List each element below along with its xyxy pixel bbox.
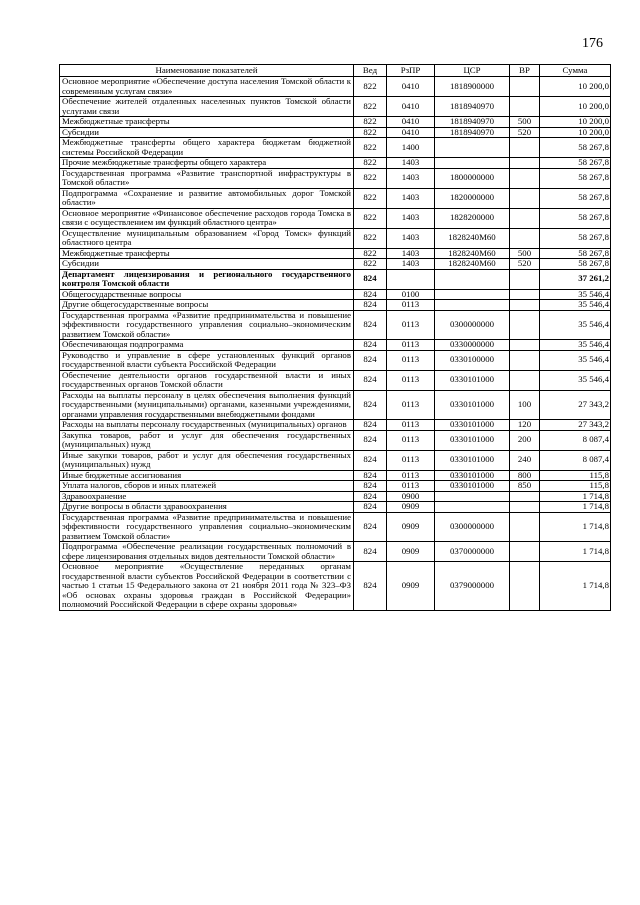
cell-vr [510, 208, 540, 228]
cell-ved: 824 [354, 420, 387, 431]
cell-sum: 8 087,4 [540, 450, 611, 470]
table-row [60, 350, 611, 370]
header-sum: Сумма [540, 65, 611, 77]
cell-rzpr: 0113 [387, 481, 435, 492]
cell-vr [510, 370, 540, 390]
cell-name: Расходы на выплаты персоналу государственных (муниципальных) органов [60, 420, 354, 431]
cell-vr: 500 [510, 117, 540, 128]
table-row [60, 390, 611, 420]
cell-name: Основное мероприятие «Обеспечение доступа населения Томской области к современным услугам связи» [60, 77, 354, 97]
cell-rzpr: 0113 [387, 300, 435, 311]
cell-sum: 58 267,8 [540, 208, 611, 228]
table-row [60, 248, 611, 259]
cell-csr: 0330101000 [435, 370, 510, 390]
cell-vr [510, 350, 540, 370]
cell-sum: 58 267,8 [540, 138, 611, 158]
cell-rzpr: 0113 [387, 350, 435, 370]
cell-vr [510, 300, 540, 311]
cell-sum: 35 546,4 [540, 370, 611, 390]
cell-name: Уплата налогов, сборов и иных платежей [60, 481, 354, 492]
cell-vr [510, 77, 540, 97]
cell-csr [435, 158, 510, 169]
cell-csr: 0330101000 [435, 390, 510, 420]
table-row [60, 481, 611, 492]
cell-sum: 37 261,2 [540, 269, 611, 289]
cell-vr: 240 [510, 450, 540, 470]
cell-csr: 1818900000 [435, 77, 510, 97]
cell-sum: 1 714,8 [540, 512, 611, 542]
cell-name: Подпрограмма «Сохранение и развитие автомобильных дорог Томской области» [60, 188, 354, 208]
cell-name: Другие общегосударственные вопросы [60, 300, 354, 311]
table-row [60, 97, 611, 117]
cell-rzpr: 0410 [387, 127, 435, 138]
cell-ved: 824 [354, 491, 387, 502]
cell-rzpr: 0113 [387, 470, 435, 481]
table-row [60, 127, 611, 138]
cell-vr: 520 [510, 127, 540, 138]
cell-name: Департамент лицензирования и регионального государственного контроля Томской области [60, 269, 354, 289]
cell-name: Основное мероприятие «Финансовое обеспечение расходов города Томска в связи с осуществлением им функций областного центра» [60, 208, 354, 228]
cell-sum: 1 714,8 [540, 562, 611, 611]
cell-rzpr [387, 269, 435, 289]
cell-name: Закупка товаров, работ и услуг для обеспечения государственных (муниципальных) нужд [60, 430, 354, 450]
cell-ved: 822 [354, 228, 387, 248]
cell-name: Иные бюджетные ассигнования [60, 470, 354, 481]
cell-name: Обеспечение деятельности органов государственной власти и иных государственных органов Томской области [60, 370, 354, 390]
cell-vr: 850 [510, 481, 540, 492]
cell-sum: 58 267,8 [540, 158, 611, 169]
cell-vr [510, 512, 540, 542]
cell-sum: 58 267,8 [540, 259, 611, 270]
cell-ved: 824 [354, 502, 387, 513]
cell-sum: 58 267,8 [540, 248, 611, 259]
cell-vr [510, 269, 540, 289]
cell-csr: 0330101000 [435, 470, 510, 481]
cell-sum: 10 200,0 [540, 77, 611, 97]
cell-rzpr: 1403 [387, 228, 435, 248]
cell-csr: 0330100000 [435, 350, 510, 370]
cell-rzpr: 0113 [387, 370, 435, 390]
cell-name: Расходы на выплаты персоналу в целях обеспечения выполнения функций государственными (муниципальными) органами, казенными учреждениями, органами управления государственными внебюджетными фондами [60, 390, 354, 420]
cell-rzpr: 0909 [387, 562, 435, 611]
header-name: Наименование показателей [60, 65, 354, 77]
cell-csr [435, 502, 510, 513]
cell-rzpr: 1403 [387, 259, 435, 270]
table-row [60, 138, 611, 158]
cell-ved: 824 [354, 390, 387, 420]
cell-ved: 822 [354, 158, 387, 169]
table-row [60, 117, 611, 128]
cell-ved: 824 [354, 269, 387, 289]
cell-ved: 822 [354, 259, 387, 270]
cell-ved: 824 [354, 481, 387, 492]
cell-ved: 822 [354, 127, 387, 138]
table-row [60, 188, 611, 208]
cell-vr [510, 138, 540, 158]
cell-vr [510, 228, 540, 248]
cell-name: Общегосударственные вопросы [60, 289, 354, 300]
cell-csr: 0330101000 [435, 481, 510, 492]
table-row [60, 562, 611, 611]
cell-name: Межбюджетные трансферты [60, 117, 354, 128]
cell-csr: 1800000000 [435, 168, 510, 188]
cell-csr: 1828200000 [435, 208, 510, 228]
cell-vr [510, 340, 540, 351]
cell-ved: 822 [354, 97, 387, 117]
cell-csr: 1818940970 [435, 127, 510, 138]
cell-vr: 120 [510, 420, 540, 431]
cell-ved: 824 [354, 289, 387, 300]
cell-csr [435, 289, 510, 300]
budget-table [59, 64, 611, 611]
table-row [60, 300, 611, 311]
table-row [60, 168, 611, 188]
table-row [60, 370, 611, 390]
cell-name: Государственная программа «Развитие транспортной инфраструктуры в Томской области» [60, 168, 354, 188]
header-csr: ЦСР [435, 65, 510, 77]
cell-sum: 10 200,0 [540, 117, 611, 128]
cell-csr: 1828240М60 [435, 248, 510, 259]
table-row [60, 430, 611, 450]
cell-vr: 200 [510, 430, 540, 450]
cell-rzpr: 0113 [387, 390, 435, 420]
cell-sum: 1 714,8 [540, 502, 611, 513]
cell-vr [510, 491, 540, 502]
cell-name: Субсидии [60, 259, 354, 270]
cell-name: Межбюджетные трансферты общего характера бюджетам бюджетной системы Российской Федерации [60, 138, 354, 158]
cell-ved: 822 [354, 248, 387, 259]
table-row [60, 310, 611, 340]
cell-csr: 0300000000 [435, 310, 510, 340]
cell-ved: 824 [354, 562, 387, 611]
cell-name: Обеспечение жителей отдаленных населенных пунктов Томской области услугами связи [60, 97, 354, 117]
cell-rzpr: 1403 [387, 188, 435, 208]
cell-vr [510, 542, 540, 562]
cell-sum: 58 267,8 [540, 188, 611, 208]
cell-ved: 822 [354, 138, 387, 158]
cell-rzpr: 0113 [387, 430, 435, 450]
table-body [60, 77, 611, 611]
cell-rzpr: 0900 [387, 491, 435, 502]
cell-ved: 824 [354, 450, 387, 470]
cell-name: Подпрограмма «Обеспечение реализации государственных полномочий в сфере лицензирования отдельных видов деятельности Томской области» [60, 542, 354, 562]
table-row [60, 512, 611, 542]
cell-ved: 822 [354, 188, 387, 208]
table-row [60, 259, 611, 270]
cell-ved: 824 [354, 512, 387, 542]
cell-sum: 10 200,0 [540, 97, 611, 117]
cell-ved: 822 [354, 77, 387, 97]
cell-name: Государственная программа «Развитие предпринимательства и повышение эффективности государственного управления социально–экономическим развитием Томской области» [60, 310, 354, 340]
cell-name: Прочие межбюджетные трансферты общего характера [60, 158, 354, 169]
cell-ved: 824 [354, 340, 387, 351]
cell-csr: 1818940970 [435, 117, 510, 128]
cell-csr: 0370000000 [435, 542, 510, 562]
page-number: 176 [582, 36, 603, 51]
cell-name: Иные закупки товаров, работ и услуг для обеспечения государственных (муниципальных) нужд [60, 450, 354, 470]
cell-rzpr: 0113 [387, 310, 435, 340]
cell-csr [435, 269, 510, 289]
cell-csr: 0330101000 [435, 430, 510, 450]
cell-name: Межбюджетные трансферты [60, 248, 354, 259]
cell-sum: 115,8 [540, 470, 611, 481]
cell-rzpr: 0113 [387, 340, 435, 351]
cell-sum: 1 714,8 [540, 542, 611, 562]
cell-rzpr: 0909 [387, 502, 435, 513]
cell-rzpr: 0100 [387, 289, 435, 300]
cell-rzpr: 0113 [387, 450, 435, 470]
cell-csr: 1818940970 [435, 97, 510, 117]
cell-rzpr: 0410 [387, 117, 435, 128]
cell-sum: 1 714,8 [540, 491, 611, 502]
cell-name: Другие вопросы в области здравоохранения [60, 502, 354, 513]
cell-ved: 822 [354, 117, 387, 128]
cell-sum: 10 200,0 [540, 127, 611, 138]
cell-rzpr: 1403 [387, 168, 435, 188]
cell-vr: 500 [510, 248, 540, 259]
cell-rzpr: 0909 [387, 512, 435, 542]
table-row [60, 542, 611, 562]
table-row [60, 420, 611, 431]
cell-sum: 58 267,8 [540, 168, 611, 188]
cell-rzpr: 0113 [387, 420, 435, 431]
cell-sum: 35 546,4 [540, 289, 611, 300]
cell-rzpr: 1403 [387, 158, 435, 169]
cell-name: Обеспечивающая подпрограмма [60, 340, 354, 351]
table-row [60, 502, 611, 513]
cell-sum: 35 546,4 [540, 310, 611, 340]
table-row [60, 77, 611, 97]
cell-vr [510, 188, 540, 208]
table-row [60, 289, 611, 300]
cell-csr: 1828240М60 [435, 228, 510, 248]
cell-sum: 35 546,4 [540, 350, 611, 370]
cell-ved: 824 [354, 430, 387, 450]
cell-csr: 1820000000 [435, 188, 510, 208]
table-row [60, 228, 611, 248]
table-row [60, 269, 611, 289]
cell-sum: 27 343,2 [540, 420, 611, 431]
cell-sum: 35 546,4 [540, 340, 611, 351]
cell-rzpr: 1400 [387, 138, 435, 158]
cell-ved: 824 [354, 542, 387, 562]
cell-ved: 824 [354, 350, 387, 370]
cell-rzpr: 0410 [387, 77, 435, 97]
cell-rzpr: 1403 [387, 248, 435, 259]
cell-csr: 0330101000 [435, 450, 510, 470]
table-row [60, 340, 611, 351]
cell-name: Государственная программа «Развитие предпринимательства и повышение эффективности государственного управления социально–экономическим развитием Томской области» [60, 512, 354, 542]
cell-sum: 35 546,4 [540, 300, 611, 311]
cell-rzpr: 0909 [387, 542, 435, 562]
cell-vr [510, 562, 540, 611]
cell-ved: 824 [354, 310, 387, 340]
cell-name: Основное мероприятие «Осуществление переданных органам государственной власти субъектов Российской Федерации в соответствии с частью 1 статьи 15 Федерального закона от 21 ноября 2011 года № 323–ФЗ «Об основах охраны здоровья граждан в Российской Федерации» полномочий Российской Федерации в сфере охраны здоровья» [60, 562, 354, 611]
table-row [60, 450, 611, 470]
table-row [60, 158, 611, 169]
cell-vr [510, 168, 540, 188]
table-header-row [60, 65, 611, 77]
cell-csr [435, 300, 510, 311]
cell-name: Здравоохранение [60, 491, 354, 502]
cell-vr [510, 158, 540, 169]
cell-name: Осуществление муниципальным образованием «Город Томск» функций областного центра [60, 228, 354, 248]
cell-csr: 0300000000 [435, 512, 510, 542]
cell-name: Субсидии [60, 127, 354, 138]
cell-ved: 822 [354, 168, 387, 188]
cell-csr: 0330000000 [435, 340, 510, 351]
cell-sum: 27 343,2 [540, 390, 611, 420]
cell-csr [435, 138, 510, 158]
header-ved: Вед [354, 65, 387, 77]
cell-sum: 8 087,4 [540, 430, 611, 450]
header-rzpr: РзПР [387, 65, 435, 77]
cell-vr: 800 [510, 470, 540, 481]
cell-vr [510, 310, 540, 340]
cell-ved: 822 [354, 208, 387, 228]
cell-vr [510, 502, 540, 513]
table-row [60, 208, 611, 228]
cell-rzpr: 1403 [387, 208, 435, 228]
cell-name: Руководство и управление в сфере установленных функций органов государственной власти субъекта Российской Федерации [60, 350, 354, 370]
cell-vr [510, 289, 540, 300]
cell-sum: 115,8 [540, 481, 611, 492]
cell-ved: 824 [354, 300, 387, 311]
cell-vr: 520 [510, 259, 540, 270]
cell-vr [510, 97, 540, 117]
table-row [60, 491, 611, 502]
cell-ved: 824 [354, 470, 387, 481]
cell-csr: 1828240М60 [435, 259, 510, 270]
cell-csr [435, 491, 510, 502]
cell-ved: 824 [354, 370, 387, 390]
cell-csr: 0379000000 [435, 562, 510, 611]
cell-sum: 58 267,8 [540, 228, 611, 248]
table-row [60, 470, 611, 481]
cell-csr: 0330101000 [435, 420, 510, 431]
header-vr: ВР [510, 65, 540, 77]
cell-rzpr: 0410 [387, 97, 435, 117]
cell-vr: 100 [510, 390, 540, 420]
